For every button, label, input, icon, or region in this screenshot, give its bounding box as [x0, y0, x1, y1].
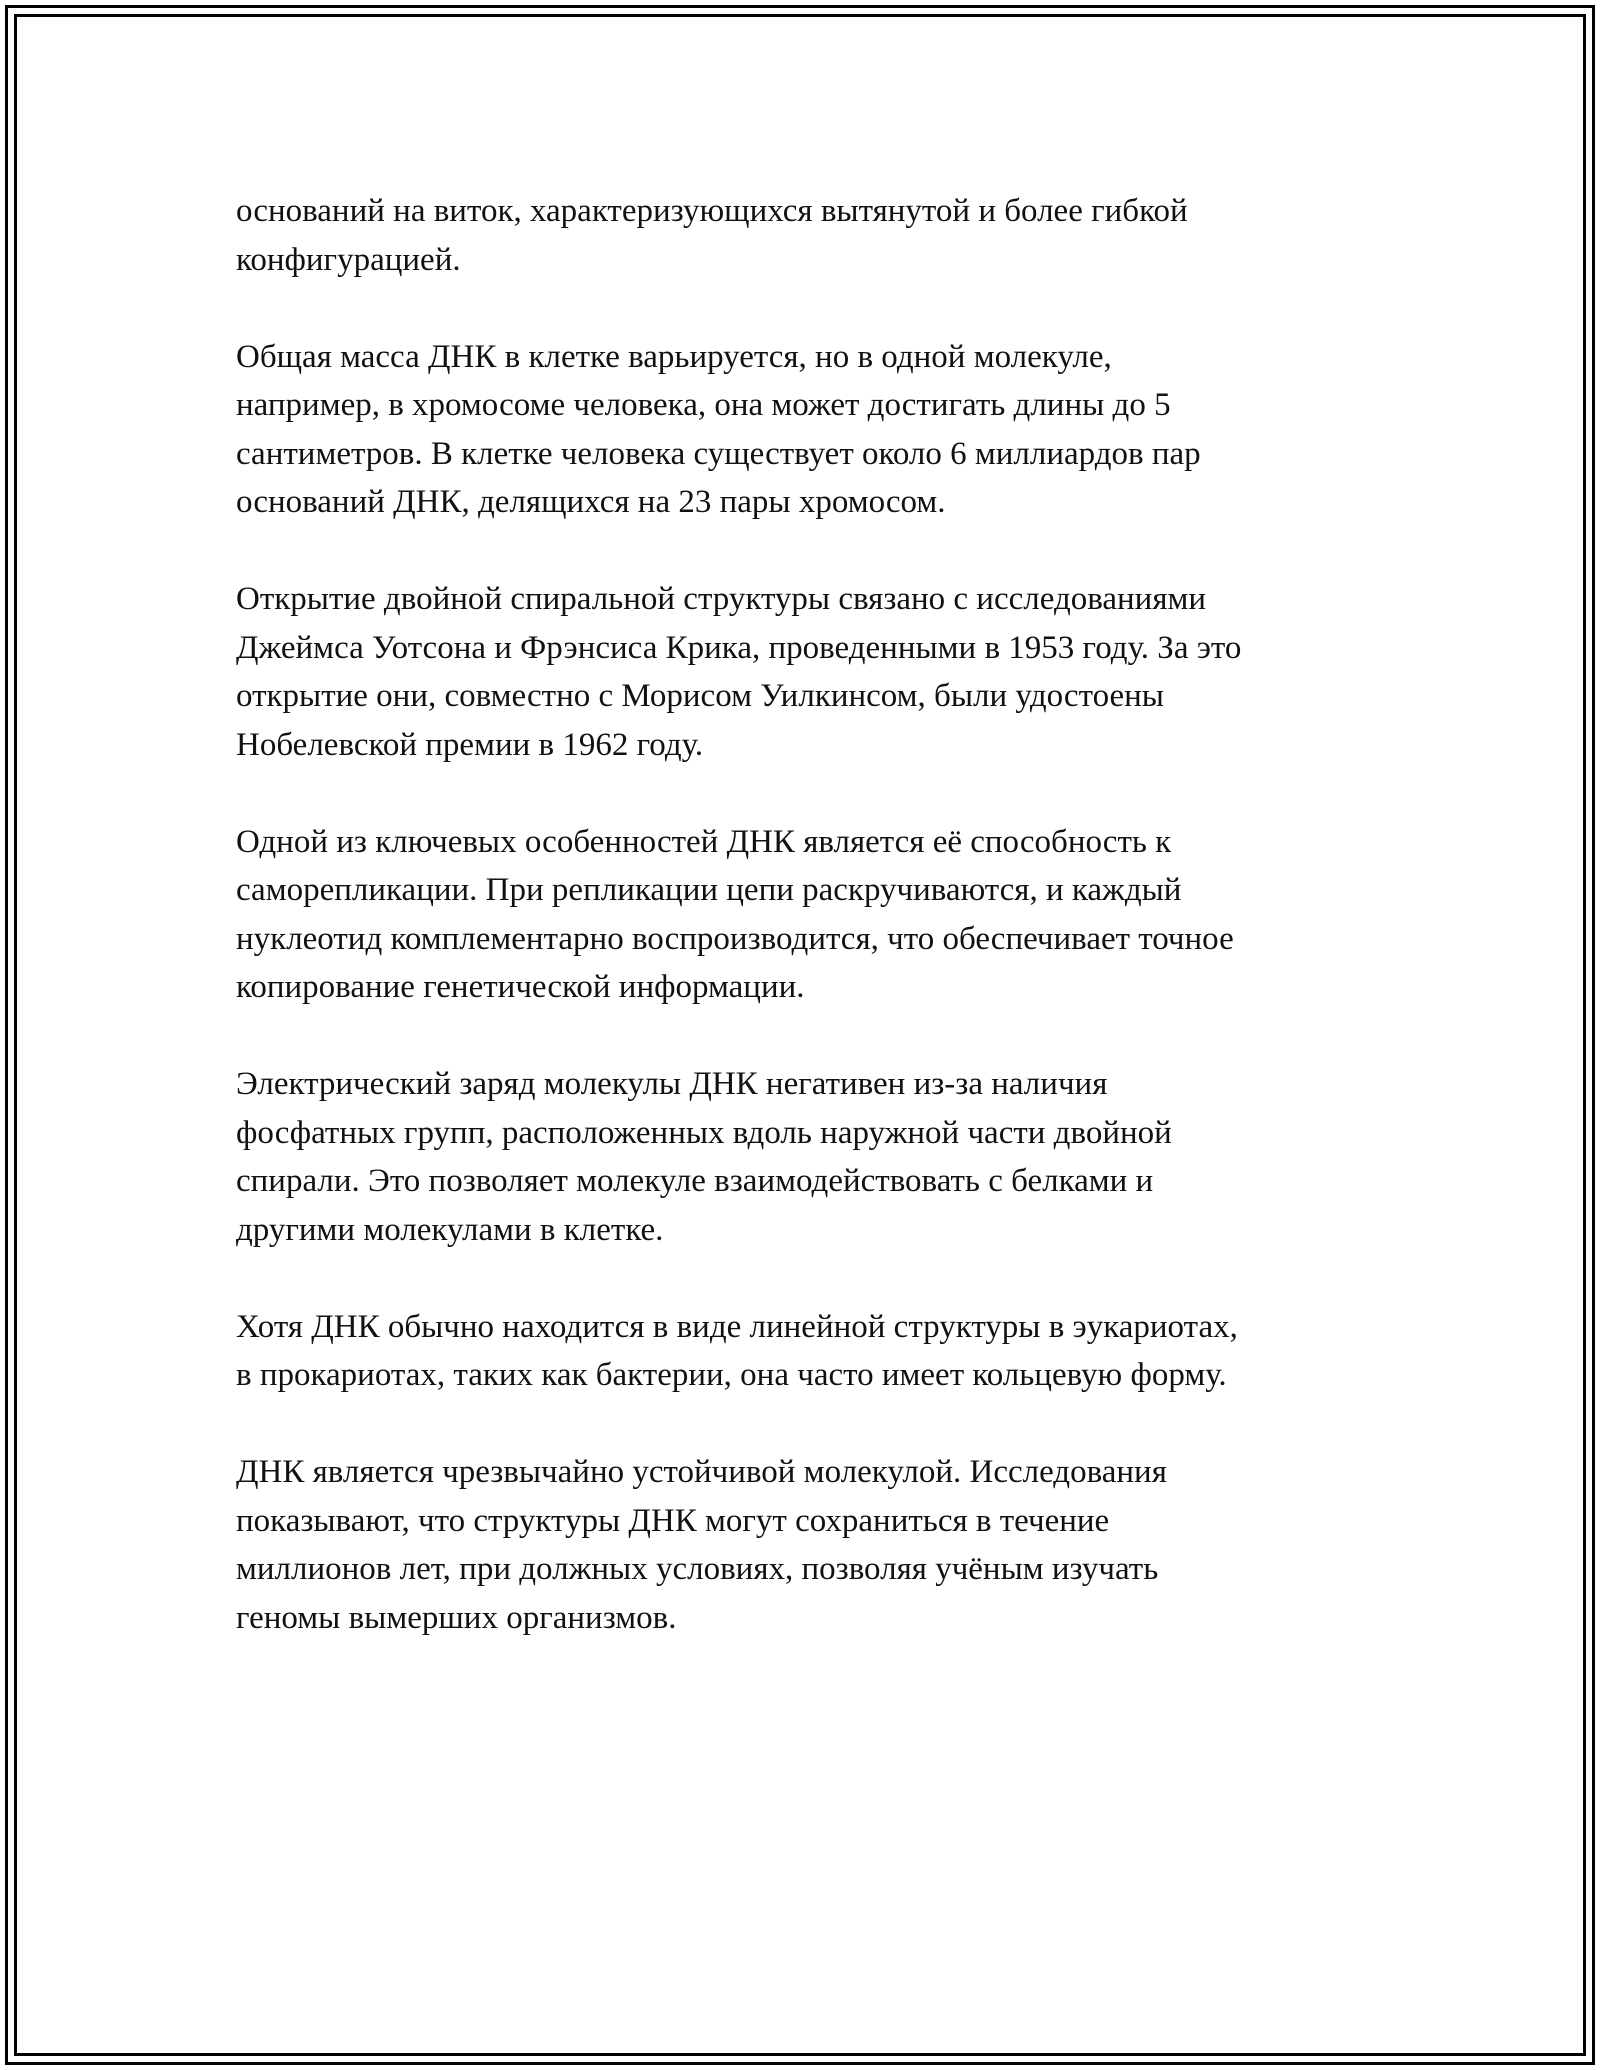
paragraph-self-replication: [236, 818, 1386, 1012]
text-line: Одной из ключевых особенностей ДНК является её способность к: [236, 823, 1172, 860]
text-line: например, в хромосоме человека, она может достигать длины до 5: [236, 387, 1171, 423]
text-line: оснований ДНК, делящихся на 23 пары хромосом.: [236, 484, 946, 520]
text-line: другими молекулами в клетке.: [236, 1211, 664, 1248]
text-line: в прокариотах, таких как бактерии, она часто имеет кольцевую форму.: [236, 1357, 1227, 1393]
paragraph-structure-forms: [236, 1303, 1386, 1400]
text-line: геномы вымерших организмов.: [236, 1599, 677, 1636]
text-line: оснований на виток, характеризующихся вытянутой и более гибкой: [236, 193, 1188, 229]
paragraph-discovery: [236, 575, 1386, 769]
text-line: нуклеотид комплементарно воспроизводится, что обеспечивает точное: [236, 920, 1234, 957]
text-line: Электрический заряд молекулы ДНК негативен из-за наличия: [236, 1066, 1108, 1102]
paragraph-helix-configuration: [236, 187, 1386, 284]
text-line: показывают, что структуры ДНК могут сохраниться в течение: [236, 1502, 1110, 1539]
text-line: Хотя ДНК обычно находится в виде линейной структуры в эукариотах,: [236, 1308, 1238, 1345]
text-line: фосфатных групп, расположенных вдоль наружной части двойной: [236, 1114, 1172, 1151]
paragraph-dna-mass: [236, 333, 1386, 527]
text-line: ДНК является чрезвычайно устойчивой молекулой. Исследования: [236, 1454, 1167, 1490]
text-line: миллионов лет, при должных условиях, позволяя учёным изучать: [236, 1551, 1159, 1587]
text-line: сантиметров. В клетке человека существует около 6 миллиардов пар: [236, 435, 1201, 472]
text-line: Нобелевской премии в 1962 году.: [236, 726, 704, 763]
text-line: конфигурацией.: [236, 241, 461, 278]
text-line: открытие они, совместно с Морисом Уилкинсом, были удостоены: [236, 678, 1164, 714]
text-line: копирование генетической информации.: [236, 969, 805, 1005]
text-line: Открытие двойной спиральной структуры связано с исследованиями: [236, 581, 1207, 617]
text-line: саморепликации. При репликации цепи раскручиваются, и каждый: [236, 872, 1182, 908]
paragraph-electric-charge: [236, 1060, 1386, 1254]
text-line: спирали. Это позволяет молекуле взаимодействовать с белками и: [236, 1163, 1154, 1199]
text-line: Джеймса Уотсона и Фрэнсиса Крика, проведенными в 1953 году. За это: [236, 629, 1242, 666]
document-body: [236, 187, 1386, 1691]
paragraph-stability: [236, 1448, 1386, 1642]
text-line: Общая масса ДНК в клетке варьируется, но в одной молекуле,: [236, 338, 1112, 375]
